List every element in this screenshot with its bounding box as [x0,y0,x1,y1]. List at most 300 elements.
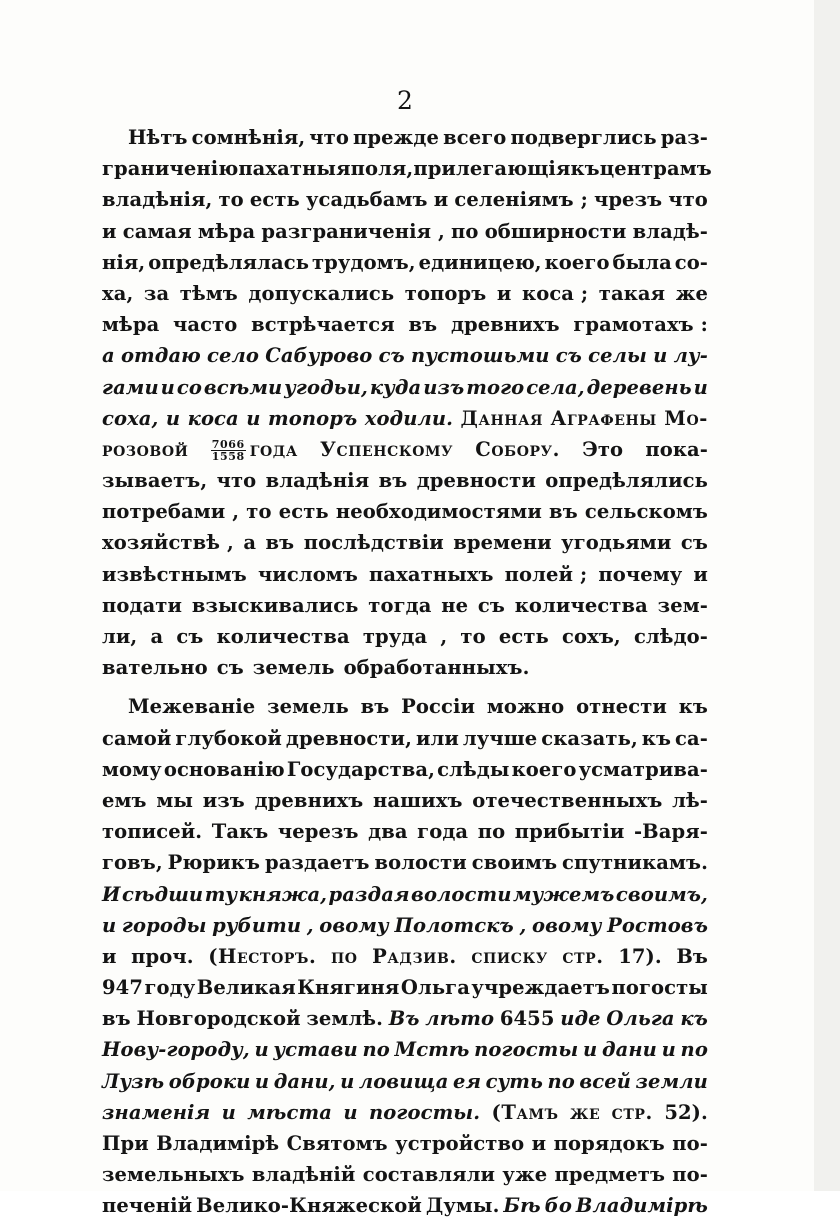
word: Великая [196,976,296,1000]
word: раздая [328,882,410,906]
text-line [102,340,708,371]
word: пока- [645,437,708,461]
word: по- [672,1163,708,1187]
word: обширности [484,219,627,243]
word: чрезъ [593,188,663,212]
word: что [309,126,349,149]
word: земельныхъ [102,1163,245,1187]
word: и [653,344,668,368]
word: -Варя- [633,820,708,844]
word: и [221,1100,236,1124]
word: часто [173,313,238,337]
word: Лузѣ [102,1069,165,1093]
word: а [102,344,115,368]
word: составляли [362,1163,496,1187]
word: черезъ [277,820,359,844]
year-fraction [211,439,246,462]
word: то [246,500,272,524]
text-line [102,1159,708,1190]
word: древности, [285,726,412,750]
word: сохъ, [562,625,621,648]
word: погосты. [369,1100,481,1124]
word: въ [360,695,390,719]
word: Ольга [606,1007,675,1031]
word: волости [411,882,512,906]
word: не [441,593,469,617]
word: погосты [611,976,708,1000]
word: дани [601,1038,657,1062]
word: печеній [102,1194,193,1218]
word: изъ [423,375,465,399]
word: владѣній [251,1163,356,1187]
word: слѣды [437,757,510,781]
word: зываетъ, [102,469,208,493]
text-line [102,785,708,816]
word: мужемъ [513,882,615,906]
word: къ [680,1007,708,1031]
word: иде [560,1007,601,1031]
word: потребами , [102,500,240,524]
word: усадьбамъ [305,188,428,212]
text-line [102,216,708,247]
text-line [102,559,708,590]
word: Государства, [286,757,436,781]
word: мѣста [247,1100,332,1124]
word: Велико-Княжеской [196,1194,422,1218]
body-text [102,122,712,1222]
word: необходимостями [335,500,542,524]
word: по [362,1038,390,1062]
word: а [150,625,164,648]
word: овому [531,913,602,937]
word: или [415,726,459,750]
word: коего [544,250,610,274]
word: есть [278,500,329,524]
paragraph-gap [102,683,708,691]
word: съ [477,593,505,617]
text-line [102,496,708,527]
word: извѣстнымъ [102,562,247,586]
word: сомнѣнія, [191,126,306,149]
word: суть [485,1069,543,1093]
word: Владимірѣ [575,1194,708,1218]
word: рубити [212,913,302,937]
word: 6455 [499,1007,555,1031]
word: обработанныхъ. [343,656,530,680]
word: въ [102,1007,131,1031]
word: прибытіи [514,820,625,844]
word: древнихъ [254,788,364,812]
word: и [340,1069,355,1093]
word: сѣдши [122,882,204,906]
word: числомъ [257,562,358,586]
word: земель [252,656,335,680]
word: Это [582,437,624,461]
text-line [102,465,708,496]
word: времени [453,531,552,555]
word: гами [102,375,159,399]
word: что [216,469,257,493]
text-line [102,372,708,403]
word: поля, [350,157,414,181]
text-line [102,691,708,722]
word: княжа, [238,882,328,906]
word: мы [156,788,193,812]
word: опредѣлялись [545,469,708,493]
word: раздаетъ [264,851,370,875]
word: Мо- [664,406,708,430]
word: труда [362,625,428,648]
word: древности [416,469,536,493]
word: лу- [673,344,708,368]
word: въ [408,313,438,337]
word: лучше [462,726,538,750]
word: нашихъ [373,788,463,812]
word: самая [122,219,192,243]
word: къ [570,157,600,181]
word: Въ [676,944,708,968]
word: подати [102,593,183,617]
word: въ [549,500,578,524]
text-line [102,1097,708,1128]
word: количества [216,625,350,648]
word: Новгородской [136,1007,301,1031]
word: владѣнія, [102,188,213,212]
text-line [102,122,708,153]
word: (Несторъ. [208,944,317,968]
word: сказать, [541,726,638,750]
word: коса [187,406,239,430]
word: въ [378,469,408,493]
word: топоръ [268,406,358,430]
word: единицею, [418,250,542,274]
word: и [102,944,117,968]
word: два [368,820,408,844]
word: емъ [102,788,147,812]
text-line [102,1128,708,1159]
word: трудомъ, [311,250,416,274]
word: знаменія [102,1100,211,1124]
word: дани, [273,1069,336,1093]
word: села, [526,375,585,399]
word: есть [249,188,300,212]
word: хозяйствѣ , [102,531,234,555]
text-line [102,247,708,278]
word: владѣ- [632,219,708,243]
word: и [693,562,708,586]
word: и [102,219,117,243]
word: предметъ [554,1163,666,1187]
word: ли, [102,625,138,648]
word: Нѣтъ [128,126,188,149]
text-line [102,816,708,847]
word: своимъ, [615,882,708,906]
word: Въ [388,1007,420,1031]
word: погосты [474,1038,579,1062]
word: бо [544,1194,572,1218]
word: са- [675,726,708,750]
word: уже [502,1163,548,1187]
word: грамотахъ : [573,313,708,337]
text-line [102,403,708,434]
word: топоръ [404,281,487,305]
text-line [102,309,708,340]
word: со- [674,250,708,274]
word: съ [176,625,204,648]
word: коего [511,757,577,781]
word: самой [102,726,172,750]
text-line [102,621,708,652]
word: всѣми [203,375,283,399]
word: земли [635,1069,708,1093]
word: съ [680,531,708,555]
word: и [102,913,117,937]
word: , [306,913,314,937]
word: ту [204,882,238,906]
word: волости [374,851,467,875]
word: такая [598,281,666,305]
word: пустошьми [411,344,550,368]
word: Такъ [211,820,269,844]
word: то [460,625,486,648]
word: разграниченія , [261,219,445,243]
word: И [102,882,121,906]
word: съ [216,656,244,680]
word: Собору. [475,437,561,461]
text-line [102,847,708,878]
page-number: 2 [397,86,413,115]
word: послѣдствіи [303,531,444,555]
word: нія, [102,250,146,274]
word: же [675,281,708,305]
text-line [102,879,708,910]
word: пахатныхъ [369,562,494,586]
word: село [207,344,259,368]
word-text: года [249,437,298,461]
word: учреждаетъ [471,976,610,1000]
word: Бѣ [503,1194,541,1218]
word: спутникамъ. [562,851,708,875]
text-line [102,184,708,215]
word: отечественныхъ [472,788,663,812]
word: коса ; [522,281,589,305]
fraction-denominator: 1558 [211,449,245,463]
word: съ [378,344,405,368]
word: При [102,1132,149,1155]
word: угодьями [561,531,672,555]
word: мѣра [197,219,256,243]
word: со [176,375,202,399]
word: , [519,913,527,937]
word: землѣ. [306,1007,383,1031]
word: основанію [163,757,285,781]
text-line [102,1003,708,1034]
word: лѣ- [672,788,708,812]
word: граниченію [102,157,239,181]
word: къ [641,726,672,750]
word: и [433,188,449,212]
text-line [102,972,708,1003]
word: Святомъ [286,1132,388,1155]
word: всего [443,126,507,149]
word: и [160,375,175,399]
word: полей ; [504,562,588,586]
word: Владимірѣ [156,1132,280,1155]
text-line [102,1190,708,1221]
word: 17). [618,944,662,968]
word: и [246,406,261,430]
word [211,434,298,465]
word: прежде [353,126,440,149]
word: говъ, [102,851,163,875]
word: проч. [131,944,194,968]
page-edge-shadow [814,0,840,1191]
word: и [254,1038,269,1062]
word: Думы. [425,1194,500,1218]
word: и [496,281,512,305]
word: встрѣчается [251,313,395,337]
text-line [102,278,708,309]
word: 947 [102,976,144,1000]
word: соха, [102,406,159,430]
word: отнести [576,695,667,719]
word: а [243,531,257,555]
word: опредѣлялась [148,250,310,274]
word: мому [102,757,162,781]
word: почему [598,562,683,586]
word: по- [672,1132,708,1155]
word: древнихъ [450,313,560,337]
word: 52). [664,1100,708,1124]
word: тѣмъ [179,281,238,305]
word: (Тамъ [491,1100,559,1124]
text-line [102,434,708,465]
word: количества [514,593,648,617]
word: изъ [202,788,245,812]
word: Межеваніе [128,695,256,719]
text-line [102,941,708,972]
text-line [102,723,708,754]
word: , [440,625,448,648]
word: Россіи [401,695,476,719]
word: того [466,375,525,399]
word: то [218,188,244,212]
word: Сабурово [265,344,373,368]
word: ловища [358,1069,449,1093]
word: зем- [657,593,708,617]
word: что [668,188,708,212]
word: слѣдо- [633,625,708,648]
word: своимъ [471,851,558,875]
word: вательно [102,656,208,680]
word: и [531,1132,547,1155]
word: угодьи, [284,375,368,399]
word: допускались [248,281,395,305]
word: за [143,281,170,305]
word: Аграфены [550,406,657,430]
word: селеніямъ ; [454,188,588,212]
word: куда [369,375,422,399]
word: была [612,250,672,274]
word: овому [319,913,389,937]
word: ха, [102,281,134,305]
word: Ольга [400,976,470,1000]
word: владѣнія [265,469,370,493]
word: стр. [611,1100,653,1124]
word: взыскивались [191,593,359,617]
word: отдаю [120,344,201,368]
word: Полотскъ [394,913,514,937]
word: устройство [395,1132,525,1155]
word: порядокъ [553,1132,665,1155]
word: есть [498,625,549,648]
word: глубокой [175,726,282,750]
text-line [102,652,708,683]
text-line [102,590,708,621]
word: списку [471,944,548,968]
text-line [102,1066,708,1097]
text-line [102,153,712,184]
text-line [102,1034,708,1065]
word: всей [579,1069,632,1093]
word: и [693,375,708,399]
word: и [254,1069,270,1093]
word: центрамъ [599,157,712,181]
word: и [583,1038,598,1062]
word: оброки [168,1069,251,1093]
word: лѣто [425,1007,495,1031]
word: по [680,1038,708,1062]
word: году [144,976,196,1000]
word: раз- [660,126,708,149]
word: стр. [562,944,604,968]
word: Ростовъ [607,913,708,937]
word: по [451,219,479,243]
word: Радзив. [372,944,457,968]
word: тогда [368,593,432,617]
word: и [661,1038,676,1062]
word: къ [678,695,708,719]
word: и [343,1100,358,1124]
word: селы [588,344,647,368]
word: городы [121,913,207,937]
word: мѣра [102,313,160,337]
text-line [102,754,708,785]
word: же [569,1100,601,1124]
fraction-numerator: 7066 [211,437,245,451]
word: деревень [586,375,692,399]
word: пахатныя [238,157,351,181]
text-line [102,910,708,941]
word: по [547,1069,575,1093]
word: Княгиня [297,976,400,1000]
word: въ [265,531,295,555]
word: можно [486,695,565,719]
word: года [417,820,469,844]
word: и [165,406,181,430]
word: тописей. [102,820,203,844]
word: ходили. [364,406,454,430]
word: устави [273,1038,358,1062]
word: Мстѣ [394,1038,470,1062]
word: ея [452,1069,482,1093]
word: подверглись [510,126,657,149]
word: сельскомъ [584,500,708,524]
word: Успенскому [320,437,454,461]
word: Данная [460,406,544,430]
word: съ [555,344,582,368]
text-line [102,527,708,558]
